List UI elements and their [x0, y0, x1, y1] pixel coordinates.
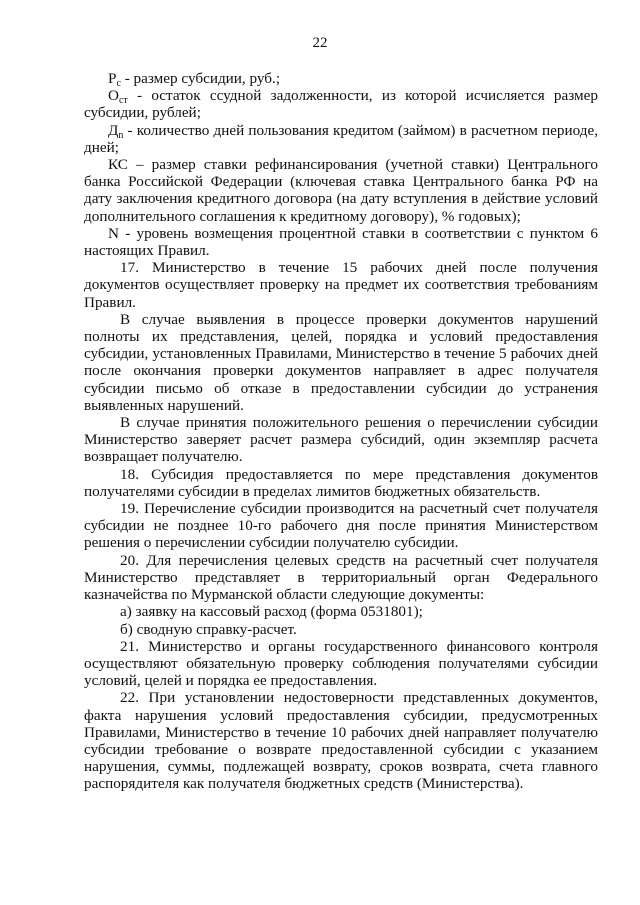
paragraph-19: 19. Перечисление субсидии производится на расчетный счет получателя субсидии не позднее 10-го рабочего дня после принятия Министерством решения о перечислении субсидии получателю субсидии. — [84, 500, 598, 552]
paragraph-21: 21. Министерство и органы государственного финансового контроля осуществляют обязательную проверку соблюдения получателями субсидии условий, целей и порядка ее предоставления. — [84, 637, 598, 690]
definition-refinancing-rate — [84, 156, 598, 225]
paragraph-violations: В случае выявления в процессе проверки документов нарушений полноты их представления, целей, порядка и условий предоставления субсидии, установленных Правилами, Министерство в течение 5 рабочих дней после окончания проверки документов направляет в адрес получателя субсидии письмо об отказе в предоставлении субсидии до устранения выявленных нарушений. — [84, 310, 598, 414]
symbol-subscript: с — [116, 78, 121, 89]
symbol-subscript: n — [118, 129, 124, 141]
definition-loan-balance — [84, 87, 598, 121]
symbol: N — [108, 224, 119, 242]
paragraph-18: 18. Субсидия предоставляется по мере представления документов получателями субсидии в пределах лимитов бюджетных обязательств. — [84, 465, 598, 500]
document-body — [84, 70, 598, 793]
symbol-subscript: ст — [118, 95, 128, 107]
paragraph-17: 17. Министерство в течение 15 рабочих дней после получения документов осуществляет проверку на предмет их соответствия требованиям Правил. — [84, 259, 598, 311]
symbol: О — [108, 87, 119, 105]
symbol: КС — [108, 156, 128, 174]
definition-text: - размер субсидии, руб.; — [120, 70, 281, 87]
paragraph-22: 22. При установлении недостоверности представленных документов, факта нарушения условий предоставления субсидии, предусмотренных Правилами, Министерство в течение 10 рабочих дней направляет получателю субсидии требование о возврате предоставленной субсидии с указанием нарушения, суммы, подлежащей возврату, сроков возврата, счета главного распорядителя как получателя бюджетных средств (Министерства). — [84, 689, 598, 793]
definition-compensation-level — [84, 225, 598, 259]
definition-text: - уровень возмещения процентной ставки в соответствии с пунктом 6 настоящих Правил. — [84, 224, 598, 260]
list-item-b: б) сводную справку-расчет. — [120, 620, 297, 638]
symbol: Р — [108, 70, 117, 87]
definition-text: – размер ставки рефинансирования (учетной ставки) Центрального банка Российской Федерации (ключевая ставка Центрального банка РФ на дату заключения кредитного договора (на дату вступления в действие условий дополнительного соглашения к кредитному договору), % годовых); — [84, 156, 598, 225]
definition-text: - остаток ссудной задолженности, из которой исчисляется размер субсидии, рублей; — [84, 87, 598, 122]
list-item-a: а) заявку на кассовый расход (форма 0531801); — [120, 603, 423, 621]
symbol: Д — [108, 121, 119, 139]
page-number: 22 — [312, 35, 328, 51]
paragraph-positive-decision: В случае принятия положительного решения о перечислении субсидии Министерство заверяет расчет размера субсидий, один экземпляр расчета возвращает получателю. — [84, 414, 598, 466]
paragraph-20: 20. Для перечисления целевых средств на расчетный счет получателя Министерство представляет в территориальный орган Федерального казначейства по Мурманской области следующие документы: — [84, 551, 598, 604]
definition-days-count — [84, 122, 598, 156]
definition-text: - количество дней пользования кредитом (займом) в расчетном периоде, дней; — [84, 121, 598, 156]
definition-subsidy-amount — [84, 70, 598, 87]
